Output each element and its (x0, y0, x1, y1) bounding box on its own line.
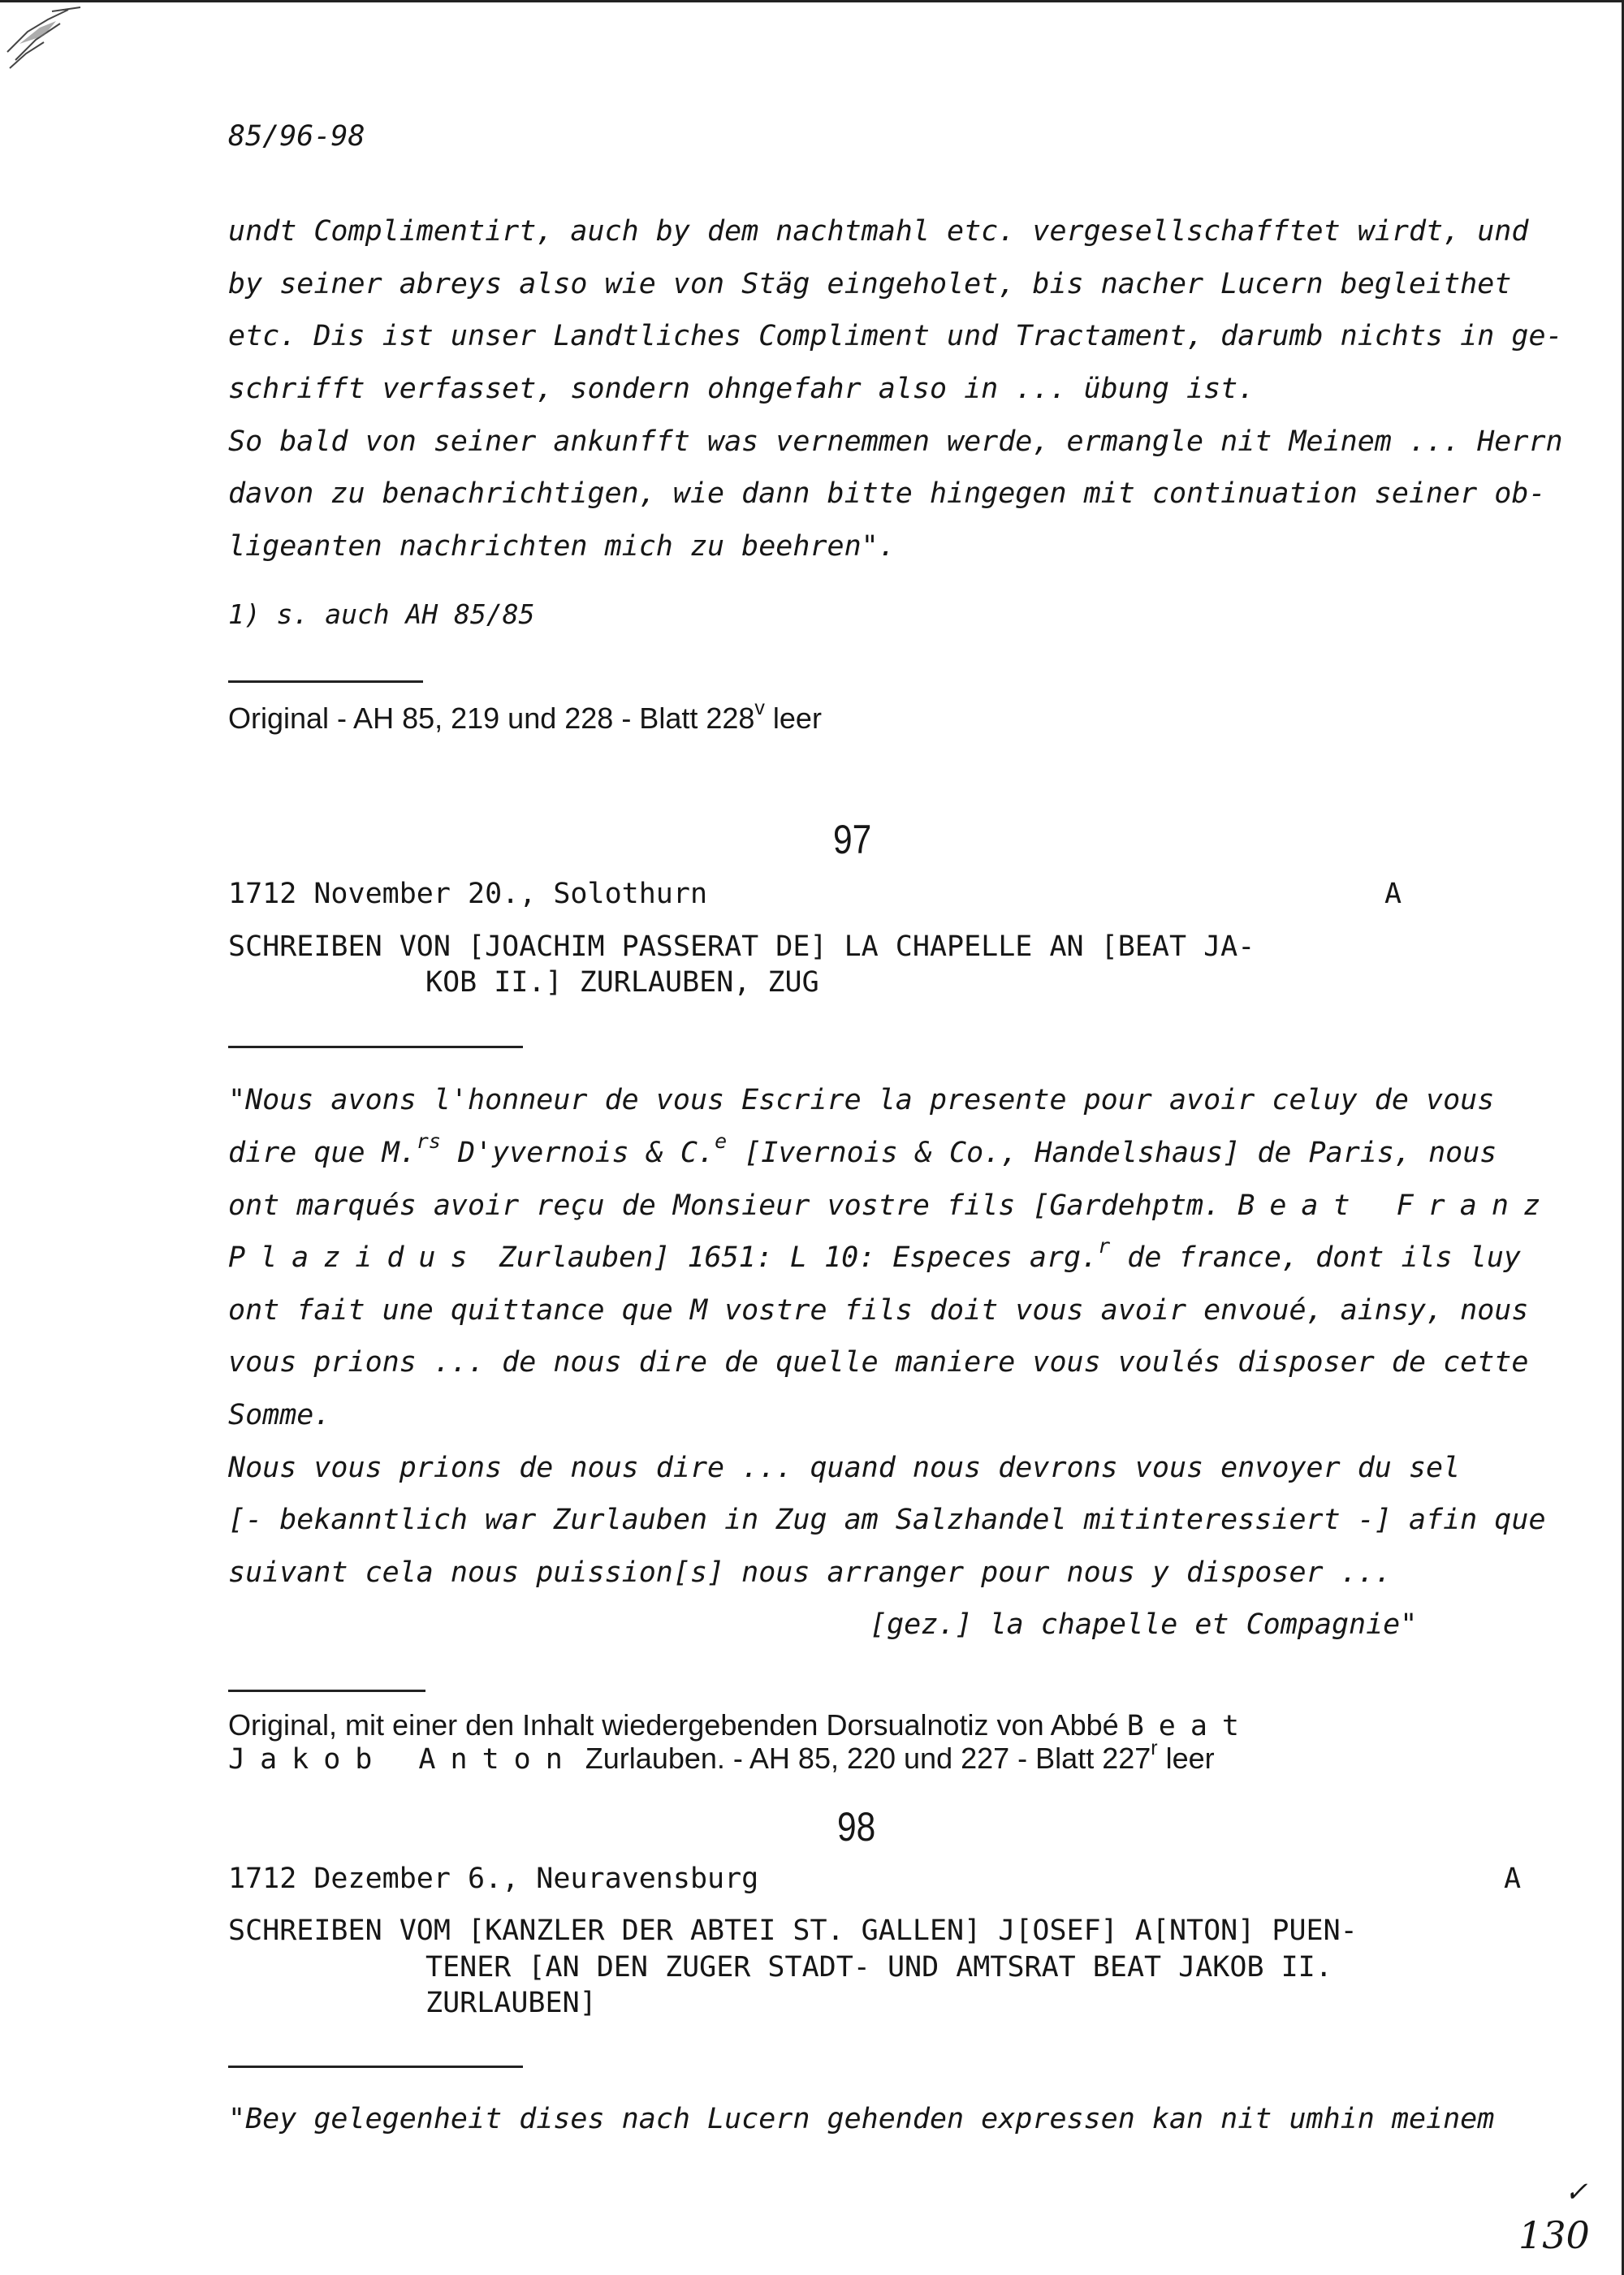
document-title-line: TENER [AN DEN ZUGER STADT- UND AMTSRAT BEAT JAKOB II. (425, 1951, 1332, 1984)
text-line: by seiner abreys also wie von Stäg eingeholet, bis nacher Lucern begleithet (228, 268, 1512, 300)
original-note-text: Original - AH 85, 219 und 228 - Blatt 228 (228, 701, 755, 735)
separator-rule (228, 680, 423, 683)
text-line: "Nous avons l'honneur de vous Escrire la presente pour avoir celuy de vous (228, 1084, 1495, 1116)
original-note-tail: leer (764, 701, 822, 735)
text-line: undt Complimentirt, auch by dem nachtmahl etc. vergesellschafftet wirdt, und (228, 215, 1529, 248)
text-segment: [Ivernois & Co., Handelshaus] de Paris, nous (727, 1137, 1497, 1169)
separator-rule (228, 2066, 523, 2068)
document-type-marker: A (1504, 1863, 1522, 1895)
document-title-line: SCHREIBEN VOM [KANZLER DER ABTEI ST. GALLEN] J[OSEF] A[NTON] PUEN- (228, 1915, 1358, 1947)
text-line: suivant cela nous puission[s] nous arranger pour nous y disposer ... (228, 1556, 1392, 1589)
date-place: 1712 November 20., Solothurn (228, 878, 708, 910)
spaced-name: Jakob Anton (228, 1743, 577, 1776)
text-line: schrifft verfasset, sondern ohngefahr also in ... übung ist. (228, 373, 1255, 405)
text-segment: D'yvernois & C. (440, 1137, 715, 1169)
text-line (228, 1189, 1555, 1222)
text-line: vous prions ... de nous dire de quelle maniere vous voulés disposer de cette (228, 1346, 1529, 1379)
separator-rule (228, 1690, 425, 1692)
text-segment: Zurlauben] 1651: L 10: Especes arg. (482, 1241, 1099, 1274)
text-line: So bald von seiner ankunfft was vernemmen werde, ermangle nit Meinem ... Herrn (228, 425, 1563, 458)
document-title-line: SCHREIBEN VON [JOACHIM PASSERAT DE] LA CHAPELLE AN [BEAT JA- (228, 930, 1255, 963)
original-note-text: Original, mit einer den Inhalt wiedergebenden Dorsualnotiz von Abbé (228, 1708, 1119, 1742)
page-border-top (0, 0, 1624, 2)
text-line: etc. Dis ist unser Landtliches Compliment und Tractament, darumb nichts in ge- (228, 320, 1563, 352)
original-note (228, 1708, 1254, 1742)
spaced-name: Plazidus (228, 1241, 482, 1274)
scan-smudge (3, 3, 93, 76)
superscript: r (1098, 1234, 1111, 1258)
document-title-line: ZURLAUBEN] (425, 1987, 597, 2019)
spaced-name: Beat (1126, 1710, 1254, 1742)
text-line: ont fait une quittance que M vostre fils doit vous avoir envoué, ainsy, nous (228, 1294, 1529, 1327)
date-place: 1712 Dezember 6., Neuravensburg (228, 1863, 759, 1895)
original-note-sup: v (754, 697, 765, 719)
document-type-marker: A (1384, 878, 1402, 910)
footnote: 1) s. auch AH 85/85 (228, 598, 535, 630)
original-note-text: Zurlauben. - AH 85, 220 und 227 - Blatt 227 (577, 1742, 1151, 1775)
page-reference: 85/96-98 (228, 120, 365, 153)
text-segment: ont marqués avoir reçu de Monsieur vostre fils [Gardehptm. (228, 1189, 1238, 1222)
separator-rule (228, 1046, 523, 1048)
superscript: e (715, 1129, 728, 1153)
text-segment: de france, dont ils luy (1110, 1241, 1521, 1274)
text-segment: dire que M. (228, 1137, 417, 1169)
checkmark-icon: ✓ (1565, 2176, 1588, 2208)
text-line: [- bekanntlich war Zurlauben in Zug am Salzhandel mitinteressiert -] afin que (228, 1504, 1546, 1536)
document-number: 98 (837, 1804, 876, 1850)
superscript: r (1151, 1737, 1158, 1759)
text-line: Nous vous prions de nous dire ... quand nous devrons vous envoyer du sel (228, 1452, 1461, 1484)
spaced-name: Beat Franz (1237, 1189, 1555, 1222)
document-number: 97 (833, 817, 872, 862)
original-note-tail: leer (1157, 1742, 1215, 1775)
original-note (228, 697, 822, 736)
document-title-line: KOB II.] ZURLAUBEN, ZUG (425, 966, 819, 999)
text-line: davon zu benachrichtigen, wie dann bitte hingegen mit continuation seiner ob- (228, 477, 1546, 510)
text-line: ligeanten nachrichten mich zu beehren". (228, 530, 896, 563)
text-line: "Bey gelegenheit dises nach Lucern gehenden expressen kan nit umhin meinem (228, 2103, 1495, 2135)
signature-line: [gez.] la chapelle et Compagnie" (870, 1608, 1418, 1641)
text-line: Somme. (228, 1399, 331, 1431)
superscript: rs (416, 1129, 441, 1153)
handwritten-page-number: 130 (1518, 2213, 1590, 2257)
original-note (228, 1737, 1215, 1776)
text-line (228, 1234, 1521, 1274)
text-line (228, 1129, 1497, 1169)
